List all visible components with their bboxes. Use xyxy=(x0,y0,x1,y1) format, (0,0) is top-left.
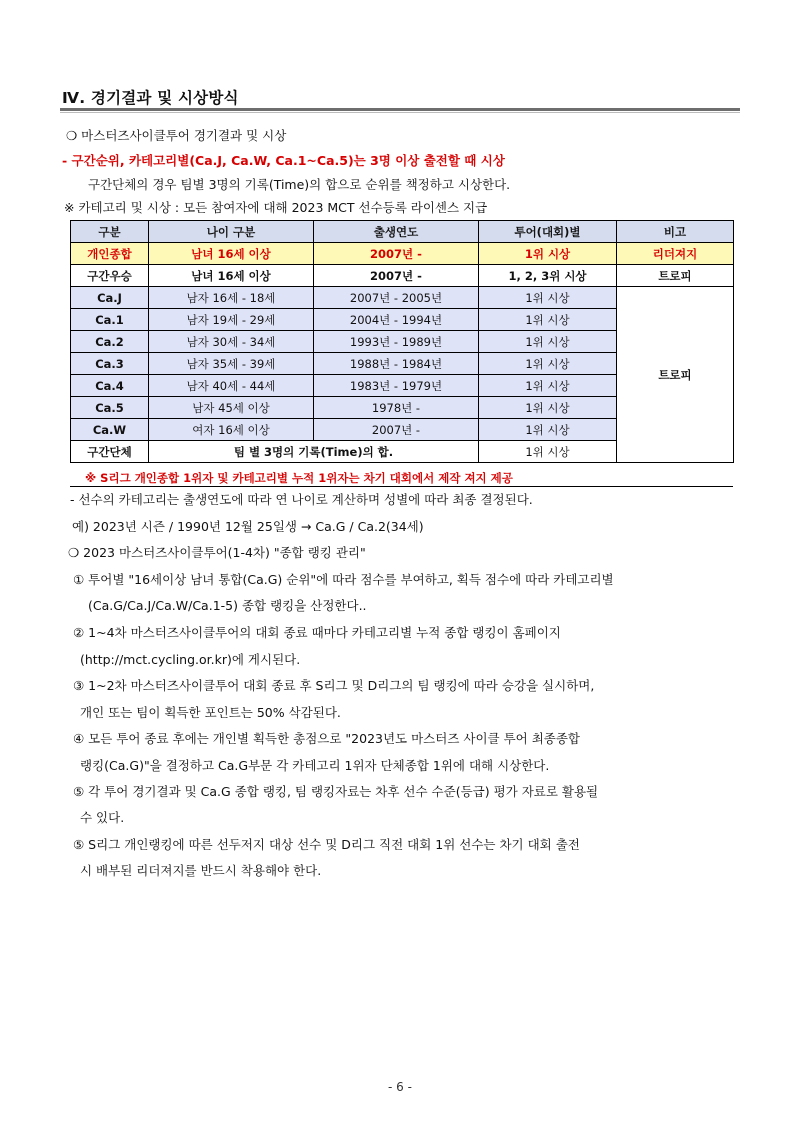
cell-team-rule: 팀 별 3명의 기록(Time)의 합. xyxy=(149,441,479,463)
bullet-results-awards: ❍ 마스터즈사이클투어 경기결과 및 시상 xyxy=(66,128,287,143)
section-title: Ⅳ. 경기결과 및 시상방식 xyxy=(62,89,239,107)
table-row-stage xyxy=(71,265,734,287)
header-division: 구분 xyxy=(71,221,149,243)
cell-age: 남자 40세 - 44세 xyxy=(149,375,314,397)
cell-birth-year: 1993년 - 1989년 xyxy=(314,331,479,353)
list-item: ② 1~4차 마스터즈사이클투어의 대회 종료 때마다 카테고리별 누적 종합 랭킹이 홈페이지 xyxy=(73,625,561,640)
cell-award: 1위 시상 xyxy=(479,309,617,331)
list-item: ③ 1~2차 마스터즈사이클투어 대회 종료 후 S리그 및 D리그의 팀 랭킹에 따라 승강을 실시하며, xyxy=(73,678,595,693)
cell-birth-year: 1988년 - 1984년 xyxy=(314,353,479,375)
list-item-cont: (http://mct.cycling.or.kr)에 게시된다. xyxy=(80,652,301,667)
cell-trophy: 트로피 xyxy=(617,287,734,463)
cell-birth-year: 2007년 - 2005년 xyxy=(314,287,479,309)
cell-award: 1위 시상 xyxy=(479,441,617,463)
list-item-cont: 개인 또는 팀이 획득한 포인트는 50% 삭감된다. xyxy=(80,705,341,720)
award-condition-line: - 구간순위, 카테고리별(Ca.J, Ca.W, Ca.1~Ca.5)는 3명 이상 출전할 때 시상 xyxy=(62,153,505,168)
cell-age: 남자 30세 - 34세 xyxy=(149,331,314,353)
cell-division: 개인종합 xyxy=(71,243,149,265)
table-row-individual xyxy=(71,243,734,265)
list-item: ④ 모든 투어 종료 후에는 개인별 획득한 총점으로 "2023년도 마스터즈 사이클 투어 최종종합 xyxy=(73,731,580,746)
cell-age: 남자 19세 - 29세 xyxy=(149,309,314,331)
cell-award: 1, 2, 3위 시상 xyxy=(479,265,617,287)
cell-birth-year: 2007년 - xyxy=(314,243,479,265)
cell-birth-year: 2004년 - 1994년 xyxy=(314,309,479,331)
page-number: - 6 - xyxy=(388,1080,412,1094)
cell-category: Ca.2 xyxy=(71,331,149,353)
category-rule-line: - 선수의 카테고리는 출생연도에 따라 연 나이로 계산하며 성별에 따라 최종 결정된다. xyxy=(70,492,533,507)
list-item: ⑤ 각 투어 경기결과 및 Ca.G 종합 랭킹, 팀 랭킹자료는 차후 선수 수준(등급) 평가 자료로 활용될 xyxy=(73,784,599,799)
table-note: ※ S리그 개인종합 1위자 및 카테고리별 누적 1위자는 차기 대회에서 제작 져지 제공 xyxy=(85,471,513,485)
example-line: 예) 2023년 시즌 / 1990년 12월 25일생 → Ca.G / Ca.2(34세) xyxy=(72,519,424,534)
list-item: ⑤ S리그 개인랭킹에 따른 선두저지 대상 선수 및 D리그 직전 대회 1위 선수는 차기 대회 출전 xyxy=(73,837,580,852)
cell-age: 남녀 16세 이상 xyxy=(149,243,314,265)
cell-award: 1위 시상 xyxy=(479,375,617,397)
table-row xyxy=(71,287,734,309)
cell-age: 여자 16세 이상 xyxy=(149,419,314,441)
cell-division: 구간우승 xyxy=(71,265,149,287)
cell-birth-year: 1983년 - 1979년 xyxy=(314,375,479,397)
cell-category: Ca.5 xyxy=(71,397,149,419)
cell-award: 1위 시상 xyxy=(479,353,617,375)
header-birth-year: 출생연도 xyxy=(314,221,479,243)
cell-age: 남녀 16세 이상 xyxy=(149,265,314,287)
cell-remarks: 리더져지 xyxy=(617,243,734,265)
header-remarks: 비고 xyxy=(617,221,734,243)
cell-remarks: 트로피 xyxy=(617,265,734,287)
cell-age: 남자 35세 - 39세 xyxy=(149,353,314,375)
cell-category: Ca.W xyxy=(71,419,149,441)
cell-award: 1위 시상 xyxy=(479,331,617,353)
header-per-tour: 투어(대회)별 xyxy=(479,221,617,243)
bullet-ranking: ❍ 2023 마스터즈사이클투어(1-4차) "종합 랭킹 관리" xyxy=(68,545,366,560)
cell-age: 남자 16세 - 18세 xyxy=(149,287,314,309)
title-rule-thin xyxy=(60,112,740,113)
list-item-cont: (Ca.G/Ca.J/Ca.W/Ca.1-5) 종합 랭킹을 산정한다.. xyxy=(88,598,367,613)
cell-award: 1위 시상 xyxy=(479,243,617,265)
cell-division: 구간단체 xyxy=(71,441,149,463)
cell-birth-year: 2007년 - xyxy=(314,419,479,441)
cell-age: 남자 45세 이상 xyxy=(149,397,314,419)
license-line: ※ 카테고리 및 시상 : 모든 참여자에 대해 2023 MCT 선수등록 라이센스 지급 xyxy=(64,200,488,215)
cell-category: Ca.1 xyxy=(71,309,149,331)
cell-award: 1위 시상 xyxy=(479,419,617,441)
cell-birth-year: 2007년 - xyxy=(314,265,479,287)
list-item-cont: 랭킹(Ca.G)"을 결정하고 Ca.G부문 각 카테고리 1위자 단체종합 1위에 대해 시상한다. xyxy=(80,758,550,773)
cell-birth-year: 1978년 - xyxy=(314,397,479,419)
list-item-cont: 수 있다. xyxy=(80,810,125,825)
cell-award: 1위 시상 xyxy=(479,397,617,419)
table-header-row xyxy=(71,221,734,243)
cell-category: Ca.3 xyxy=(71,353,149,375)
header-age: 나이 구분 xyxy=(149,221,314,243)
cell-category: Ca.J xyxy=(71,287,149,309)
note-divider xyxy=(70,486,733,487)
cell-award: 1위 시상 xyxy=(479,287,617,309)
category-table xyxy=(70,220,734,463)
title-rule-thick xyxy=(60,108,740,111)
list-item: ① 투어별 "16세이상 남녀 통합(Ca.G) 순위"에 따라 점수를 부여하고, 획득 점수에 따라 카테고리별 xyxy=(73,572,614,587)
team-stage-line: 구간단체의 경우 팀별 3명의 기록(Time)의 합으로 순위를 책정하고 시상한다. xyxy=(88,177,511,192)
list-item-cont: 시 배부된 리더져지를 반드시 착용해야 한다. xyxy=(80,863,322,878)
cell-category: Ca.4 xyxy=(71,375,149,397)
